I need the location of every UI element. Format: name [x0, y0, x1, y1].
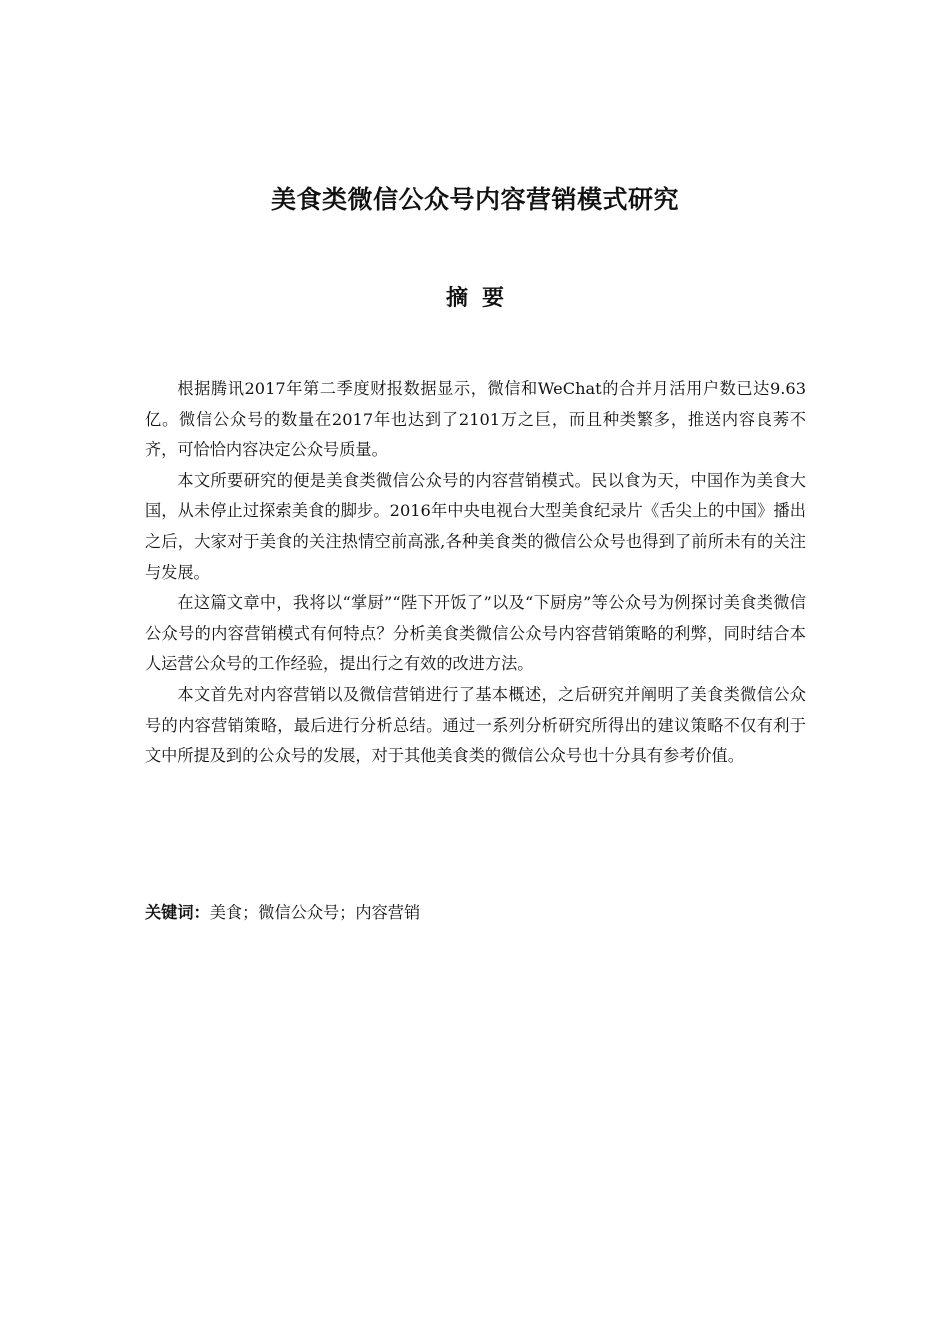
keywords-line: [145, 898, 806, 928]
abstract-body: [145, 374, 806, 772]
keywords-label: 关键词：: [145, 903, 210, 922]
abstract-paragraph-2: 本文所要研究的便是美食类微信公众号的内容营销模式。民以食为天，中国作为美食大国，从未停止过探索美食的脚步。2016年中央电视台大型美食纪录片《舌尖上的中国》播出之后，大家对于美食的关注热情空前高涨,各种美食类的微信公众号也得到了前所未有的关注与发展。: [145, 470, 806, 582]
abstract-paragraph-1: 根据腾讯2017年第二季度财报数据显示，微信和WeChat的合并月活用户数已达9.63亿。微信公众号的数量在2017年也达到了2101万之巨，而且种类繁多，推送内容良莠不齐，可恰恰内容决定公众号质量。: [145, 379, 806, 460]
abstract-heading: 摘要: [445, 286, 518, 311]
abstract-paragraph-3: 在这篇文章中，我将以“掌厨”“陛下开饭了”以及“下厨房”等公众号为例探讨美食类微信公众号的内容营销模式有何特点？分析美食类微信公众号内容营销策略的利弊，同时结合本人运营公众号的工作经验，提出行之有效的改进方法。: [145, 593, 806, 674]
abstract-paragraph-4: 本文首先对内容营销以及微信营销进行了基本概述，之后研究并阐明了美食类微信公众号的内容营销策略，最后进行分析总结。通过一系列分析研究所得出的建议策略不仅有利于文中所提及到的公众号的发展，对于其他美食类的微信公众号也十分具有参考价值。: [145, 684, 806, 766]
keywords-text: 美食；微信公众号；内容营销: [209, 903, 421, 922]
paper-title: 美食类微信公众号内容营销模式研究: [270, 185, 679, 214]
